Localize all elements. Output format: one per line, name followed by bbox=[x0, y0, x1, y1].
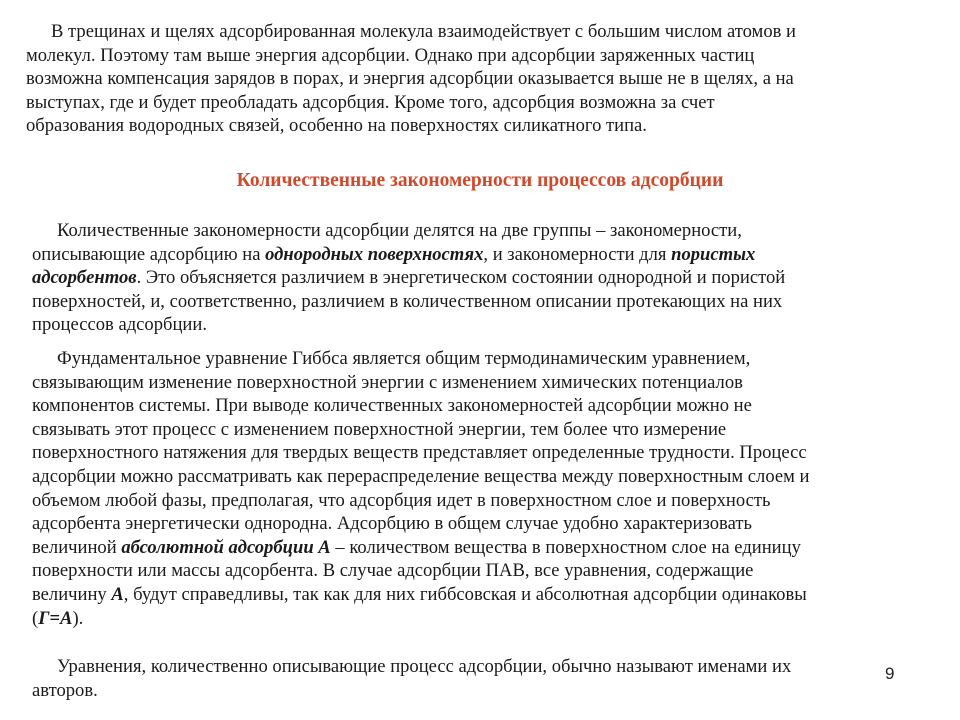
page-number: 9 bbox=[885, 664, 895, 683]
groups-paragraph bbox=[32, 219, 927, 337]
text-run: – количеством вещества в поверхностном слое на единицу bbox=[330, 536, 801, 558]
text-line: адсорбции можно рассматривать как перераспределение вещества между поверхностным слоем и bbox=[32, 465, 810, 487]
emphasis-term: А bbox=[111, 583, 124, 605]
text-line: молекул. Поэтому там выше энергия адсорбции. Однако при адсорбции заряженных частиц bbox=[26, 44, 755, 66]
text-line: Фундаментальное уравнение Гиббса является общим термодинамическим уравнением, bbox=[57, 348, 751, 369]
section-heading: Количественные закономерности процессов адсорбции bbox=[236, 170, 724, 191]
text-line: связывающим изменение поверхностной энергии с изменением химических потенциалов bbox=[32, 371, 743, 393]
emphasis-term: абсолютной адсорбции А bbox=[121, 536, 331, 558]
text-line: адсорбента энергетически однородна. Адсорбцию в общем случае удобно характеризовать bbox=[32, 513, 752, 535]
text-line bbox=[32, 583, 927, 607]
text-line: процессов адсорбции. bbox=[32, 314, 207, 336]
text-line: выступах, где и будет преобладать адсорбция. Кроме того, адсорбция возможна за счет bbox=[26, 91, 715, 113]
text-run: ( bbox=[32, 607, 39, 629]
text-run: описывающие адсорбцию на bbox=[32, 243, 266, 265]
text-line bbox=[32, 243, 927, 267]
text-line: объемом любой фазы, предполагая, что адсорбция идет в поверхностном слое и поверхность bbox=[32, 489, 771, 511]
closing-paragraph bbox=[32, 655, 927, 702]
text-line: поверхностного натяжения для твердых веществ представляет определенные трудности. Процесс bbox=[32, 442, 807, 464]
text-line: поверхностей, и, соответственно, различием в количественном описании протекающих на них bbox=[32, 290, 783, 312]
text-run: величину bbox=[32, 583, 112, 605]
text-line: авторов. bbox=[32, 679, 98, 701]
text-line bbox=[32, 536, 927, 560]
text-line: Количественные закономерности адсорбции делятся на две группы – закономерности, bbox=[57, 220, 742, 241]
emphasis-term: однородных поверхностях bbox=[265, 243, 484, 265]
text-run: , и закономерности для bbox=[483, 243, 672, 265]
text-run: . Это объясняется различием в энергетическом состоянии однородной и пористой bbox=[136, 267, 786, 289]
text-line bbox=[32, 607, 927, 631]
text-line: В трещинах и щелях адсорбированная молекула взаимодействует с большим числом атомов и bbox=[51, 21, 797, 42]
text-line: компонентов системы. При выводе количественных закономерностей адсорбции можно не bbox=[32, 395, 752, 417]
text-line bbox=[32, 266, 927, 290]
text-line: связывать этот процесс с изменением поверхностной энергии, тем более что измерение bbox=[32, 418, 727, 440]
text-run: , будут справедливы, так как для них гиббсовская и абсолютная адсорбции одинаковы bbox=[123, 583, 807, 605]
emphasis-term: пористых bbox=[671, 243, 756, 265]
gibbs-paragraph bbox=[32, 347, 927, 630]
text-line: Уравнения, количественно описывающие процесс адсорбции, обычно называют именами их bbox=[57, 656, 792, 677]
text-run: ). bbox=[72, 607, 84, 629]
emphasis-term: Г=А bbox=[38, 607, 73, 629]
text-line: поверхности или массы адсорбента. В случае адсорбции ПАВ, все уравнения, содержащие bbox=[32, 560, 754, 582]
intro-paragraph bbox=[26, 20, 926, 138]
emphasis-term: адсорбентов bbox=[32, 267, 137, 289]
text-run: величиной bbox=[32, 536, 122, 558]
text-line: возможна компенсация зарядов в порах, и энергия адсорбции оказывается выше не в щелях, а на bbox=[26, 68, 794, 90]
text-line: образования водородных связей, особенно на поверхностях силикатного типа. bbox=[26, 115, 647, 137]
